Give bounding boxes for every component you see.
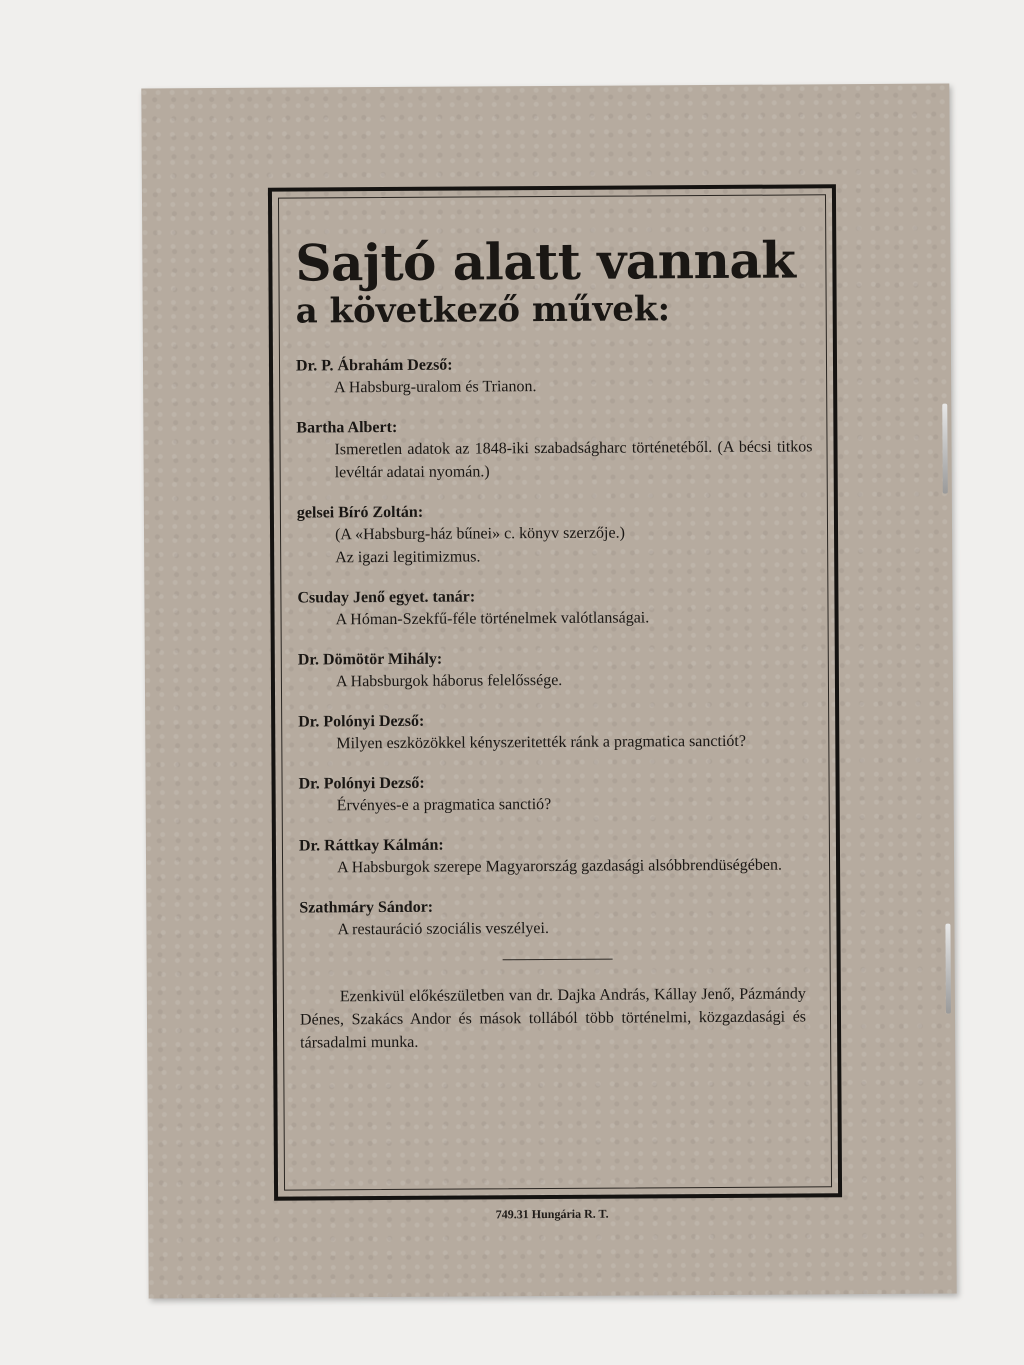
notice-title: Sajtó alatt vannak xyxy=(295,230,796,293)
entry-work: Milyen eszközökkel kényszeritették ránk a pragmatica sanctiót? xyxy=(336,732,746,753)
entry-author: Dr. Ráttkay Kálmán: xyxy=(298,836,444,855)
entry-author: Bartha Albert: xyxy=(296,418,398,437)
entry-work: A restauráció szociális veszélyei. xyxy=(337,920,549,939)
entry-author: Szathmáry Sándor: xyxy=(299,898,434,917)
list-item xyxy=(298,709,814,755)
entry-author: Dr. P. Ábrahám Dezső: xyxy=(295,356,453,375)
notice-subtitle: a következő művek: xyxy=(295,289,671,332)
list-item xyxy=(296,353,812,399)
staple xyxy=(945,924,951,1014)
entry-work: A Habsburg-uralom és Trianon. xyxy=(334,378,537,397)
entry-work: A Hóman-Szekfű-féle történelmek valótlanságai. xyxy=(335,609,650,629)
list-item xyxy=(297,585,813,631)
list-item xyxy=(298,647,814,693)
entry-work: Ismeretlen adatok az 1848-iki szabadságharc történetéből. (A bécsi titkos levéltár adatai nyomán.) xyxy=(334,438,813,482)
notice-frame xyxy=(268,184,842,1200)
entry-author: Dr. Polónyi Dezső: xyxy=(298,774,425,793)
list-item xyxy=(299,895,815,941)
closing-paragraph: Ezenkivül előkészületben van dr. Dajka András, Kállay Jenő, Pázmándy Dénes, Szakács Andor és mások tollából több történelmi, közgazdasági és társadalmi munka. xyxy=(299,985,807,1052)
list-item xyxy=(299,771,815,817)
notice-inner-frame xyxy=(278,194,832,1190)
list-item xyxy=(299,833,815,879)
entry-work: A Habsburgok szerepe Magyarország gazdasági alsóbbrendüségében. xyxy=(337,856,783,877)
entry-author: Dr. Dömötör Mihály: xyxy=(297,650,443,669)
booklet-back-cover xyxy=(141,84,956,1299)
entry-author: Csuday Jenő egyet. tanár: xyxy=(297,588,476,607)
entry-work: Érvényes-e a pragmatica sanctió? xyxy=(336,795,552,815)
entry-author: Dr. Polónyi Dezső: xyxy=(298,712,425,731)
entry-work: Az igazi legitimizmus. xyxy=(335,548,481,567)
staple xyxy=(942,404,948,494)
list-item xyxy=(296,415,812,484)
printer-imprint: 749.31 Hungária R. T. xyxy=(495,1206,609,1222)
divider xyxy=(503,959,613,961)
list-item xyxy=(297,500,813,569)
entry-work: A Habsburgok háborus felelőssége. xyxy=(335,671,563,691)
entry-work-note: (A «Habsburg-ház bűnei» c. könyv szerzője.) xyxy=(334,524,625,544)
entry-author: gelsei Bíró Zoltán: xyxy=(296,503,424,522)
